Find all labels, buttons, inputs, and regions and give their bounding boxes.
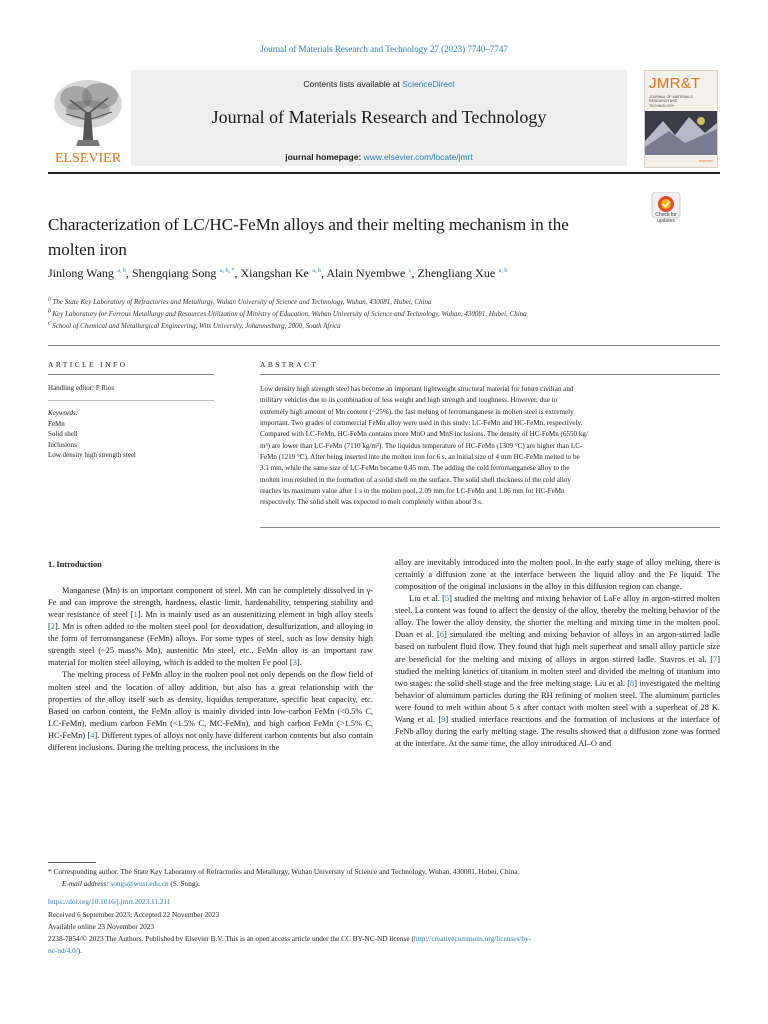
abstract-bottom-rule: [260, 527, 720, 528]
abstract-line: molten iron resulted in the formation of a solid shell on the surface. The solid shell thickness of the cold alloy: [260, 475, 571, 484]
doi-link[interactable]: https://doi.org/10.1016/j.jmrt.2023.11.211: [48, 897, 171, 907]
article-info-rule: [48, 374, 214, 375]
received-dates: Received 6 September 2023; Accepted 22 November 2023: [48, 909, 220, 919]
contents-prefix: Contents lists available at: [303, 79, 403, 89]
author-name[interactable]: Shengqiang Song: [131, 266, 217, 280]
cover-subtitle: JOURNAL OF MATERIALS RESEARCH AND TECHNOLOGY: [649, 95, 693, 108]
cover-image-icon: [645, 111, 717, 155]
citation-link[interactable]: 5: [444, 594, 450, 604]
email-suffix: (S. Song).: [168, 879, 200, 889]
author-list: Jinlong Wang $^{a, b}$, Shengqiang Song $^{a, b, *}$, Xiangshan Ke $^{a, b}$, Alain Nyembwe $^c$, Zhengliang Xue $^{a, b}$: [48, 266, 508, 280]
footnotes: [48, 866, 720, 957]
article-info-divider: [48, 400, 214, 401]
footnote-rule: [48, 862, 96, 863]
citation-link[interactable]: 8: [630, 678, 635, 688]
affiliation-mark: a: [48, 296, 53, 303]
citation-link[interactable]: 7: [713, 654, 718, 664]
keyword: FeMn: [48, 419, 65, 428]
license-prefix: 2238-7854/© 2023 The Authors. Published by Elsevier B.V. This is an open access article under the CC BY-NC-ND license (: [48, 934, 414, 944]
contents-line: [131, 79, 627, 89]
handling-editor: Handling editor: P Rios: [48, 384, 115, 392]
affiliation-text: Key Laboratory for Ferrous Metallurgy and Resources Utilization of Ministry of Education, Wuhan University of Science and Technology, Wuhan, 430081, Hubei, China: [52, 310, 527, 318]
author-affiliation-marks[interactable]: a, b: [310, 268, 321, 274]
homepage-line: [131, 152, 627, 162]
sciencedirect-link[interactable]: ScienceDirect: [402, 79, 455, 89]
keywords-block: [48, 408, 136, 461]
abstract-line: FeMn (1219 °C). After being inserted into the molten iron for 6 s, an initial size of 4 mm HC-FeMn melted to be: [260, 453, 580, 462]
journal-homepage-link[interactable]: www.elsevier.com/locate/jmrt: [363, 152, 473, 162]
abstract-line: Compared with LC-FeMn, HC-FeMn contains more MnO and MnS inclusions. The density of HC-FeMn (6550 kg/: [260, 430, 588, 439]
section-rule: [48, 345, 720, 346]
affiliation-mark: b: [48, 308, 53, 315]
citation-link[interactable]: 3: [292, 658, 297, 668]
elsevier-logo[interactable]: [48, 70, 128, 166]
abstract-line: important. Two grades of commercial FeMn alloy were used in this study: LC-FeMn and HC-FeMn, respectively.: [260, 419, 583, 428]
keyword-list: [48, 419, 136, 461]
abstract-line: Low density high strength steel has become an important lightweight structural material for future civilian and: [260, 385, 574, 393]
email-line: [48, 878, 720, 890]
affiliation: [48, 320, 720, 332]
keywords-label: Keywords:: [48, 409, 79, 417]
abstract-line: respectively. The solid shell was expected to melt completely within about 3 s.: [260, 498, 483, 507]
header-rule: [48, 172, 720, 174]
affiliation-text: School of Chemical and Metallurgical Engineering, Wits University, Johannesburg, 2000, South Africa: [52, 322, 341, 330]
abstract-line: m³) are lower than LC-FeMn (7110 kg/m³). The liquidus temperature of HC-FeMn (1309 °C) are higher than LC-: [260, 441, 583, 450]
section-heading-introduction: 1. Introduction: [48, 560, 102, 569]
abstract-rule: [260, 374, 720, 375]
affiliation: [48, 296, 720, 308]
cover-publisher: elsevier: [699, 158, 713, 163]
author-affiliation-marks[interactable]: a, b, *: [218, 268, 235, 274]
body-paragraph: Manganese (Mn) is an important component of steel. Mn can be completely dissolved in γ-Fe and can improve the strength, hardness, elastic limit, hardenability, tempering stability and wear resistance of steel [1]. Mn is mainly used as an austenitizing element in high alloy steels [2]. Mn is often added to the molten steel pool for deoxidation, desulfurization, and alloying in the form of ferromanganese (FeMn) alloys. For some types of steel, such as low density high strength steel (~25 mass% Mn), austenitic Mn steel, etc., FeMn alloy is an important raw material for molten steel alloying, which is added to the molten Fe pool [3].: [48, 586, 373, 668]
author-affiliation-marks[interactable]: a, b: [115, 268, 126, 274]
citation-link[interactable]: 2: [50, 622, 55, 632]
affiliation-text: The State Key Laboratory of Refractories and Metallurgy, Wuhan University of Science and Technology, Wuhan, 430081, Hubei, China: [52, 298, 432, 306]
article-title: Characterization of LC/HC-FeMn alloys and their melting mechanism in the molten iron: [48, 215, 569, 259]
license-link[interactable]: http://creativecommons.org/licenses/by-: [413, 934, 532, 944]
elsevier-tree-icon: [48, 70, 128, 166]
running-header[interactable]: Journal of Materials Research and Technology 27 (2023) 7740–7747: [260, 44, 508, 54]
keyword: Low density high strength steel: [48, 451, 136, 460]
author-name[interactable]: Alain Nyembwe: [326, 266, 406, 280]
check-updates-label: Check for updates: [655, 212, 677, 224]
citation-link[interactable]: 6: [439, 630, 445, 640]
license-line: [48, 933, 720, 957]
abstract-line: 3.1 mm, while the same size of LC-FeMn became 0.45 mm. The adding the cold ferromanganese alloy to the: [260, 464, 570, 473]
abstract-heading: ABSTRACT: [260, 360, 319, 369]
body-paragraph: alloy are inevitably introduced into the molten pool. In the early stage of alloy melting, there is certainly a diffusion zone at the interface between the liquid alloy and the Fe liquid. The composition of the original inclusions in the alloy in this diffusion region can change.: [395, 558, 720, 592]
author-affiliation-marks[interactable]: c: [407, 268, 412, 274]
author-name[interactable]: Zhengliang Xue: [417, 266, 496, 280]
publisher-wordmark: ELSEVIER: [54, 151, 122, 166]
citation-link[interactable]: 9: [441, 714, 446, 724]
author-affiliation-marks[interactable]: a, b: [497, 268, 508, 274]
homepage-prefix: journal homepage:: [285, 152, 364, 162]
license-suffix: ).: [77, 946, 83, 956]
body-paragraph: Liu et al. [5] studied the melting and mixing behavior of LaFe alloy in argon-stirred molten steel. La content was found to affect the density of the alloy, thereby the melting behavior of the alloy. The lower the alloy density, the shorter the melting and mixing time in the molten pool. Duan et al. [6] simulated the melting and mixing behavior of alloys in an argon-stirred ladle based on turbulent fluid flow. They found that high melt superheat and small alloy particle size are beneficial for the melting and mixing of alloys in argon stirred ladle. Stavros et al. [7] studied the melting kinetics of titanium in molten steel and divided the melting of titanium into two stages: the solid shell stage and the free melting stage. Liu et al. [8] investigated the melting behavior of aluminum particles during the RH refining of molten steel. The aluminum particles were found to melt within about 5 s after contact with molten steel with a superheat of 28 K. Wang et al. [9] studied interface reactions and the formation of inclusions at the interface of FeNb alloy during the early melting stage. The results showed that a diffusion zone was formed at the interface. At the same time, the alloy introduced Al–O and: [395, 594, 721, 748]
email-link[interactable]: songs@wust.edu.cn: [110, 879, 169, 889]
keyword: Inclusions: [48, 440, 77, 449]
check-for-updates-button[interactable]: [646, 192, 686, 232]
abstract-line: reaches its maximum value after 1 s in the molten pool, 2.09 mm for LC-FeMn and 1.86 mm for HC-FeMn: [260, 487, 565, 496]
article-info-heading: ARTICLE INFO: [48, 360, 128, 369]
body-column-right: [395, 557, 720, 750]
available-online: Available online 23 November 2023: [48, 921, 155, 931]
journal-cover[interactable]: [644, 70, 718, 168]
email-label: E-mail address:: [62, 879, 111, 889]
abstract-text: [260, 384, 720, 509]
author-name[interactable]: Jinlong Wang: [48, 266, 114, 280]
keyword: Solid shell: [48, 430, 78, 439]
abstract-line: extremely high amount of Mn content (~25%), the fast melting of ferromanganese in molten steel is extremely: [260, 407, 574, 416]
citation-link[interactable]: 1: [133, 610, 138, 620]
cover-title: JMR&T: [649, 75, 701, 92]
body-column-left: [48, 585, 373, 754]
abstract-line: military vehicles due to its combination of less weight and high strength and toughness. However, due to: [260, 396, 558, 405]
affiliation: [48, 308, 720, 320]
body-paragraph: The melting process of FeMn alloy in the molten pool not only depends on the flow field of molten steel and the location of alloy addition, but also has a great relationship with the properties of the alloy itself such as density, liquidus temperature, specific heat capacity, etc. Based on carbon content, the FeMn alloy is mainly divided into low-carbon FeMn (<0.5% C, LC-FeMn), medium carbon FeMn (<1.5% C, MC-FeMn), and high carbon FeMn (>1.5% C, HC-FeMn) [4]. Different types of alloys not only have different carbon contents but also contain different inclusions. During the melting process, the inclusions in the: [48, 670, 373, 752]
corresponding-author-note: * Corresponding author. The State Key Laboratory of Refractories and Metallurgy, Wuhan University of Science and Technology, Wuhan, 430081, Hubei, China.: [48, 867, 520, 876]
journal-name[interactable]: Journal of Materials Research and Technology: [211, 107, 547, 127]
affiliation-mark: c: [48, 320, 53, 327]
citation-link[interactable]: 4: [90, 730, 95, 740]
license-link-continued[interactable]: nc-nd/4.0/: [48, 946, 78, 956]
affiliations: [48, 296, 720, 332]
masthead: [131, 70, 627, 166]
author-name[interactable]: Xiangshan Ke: [240, 266, 309, 280]
